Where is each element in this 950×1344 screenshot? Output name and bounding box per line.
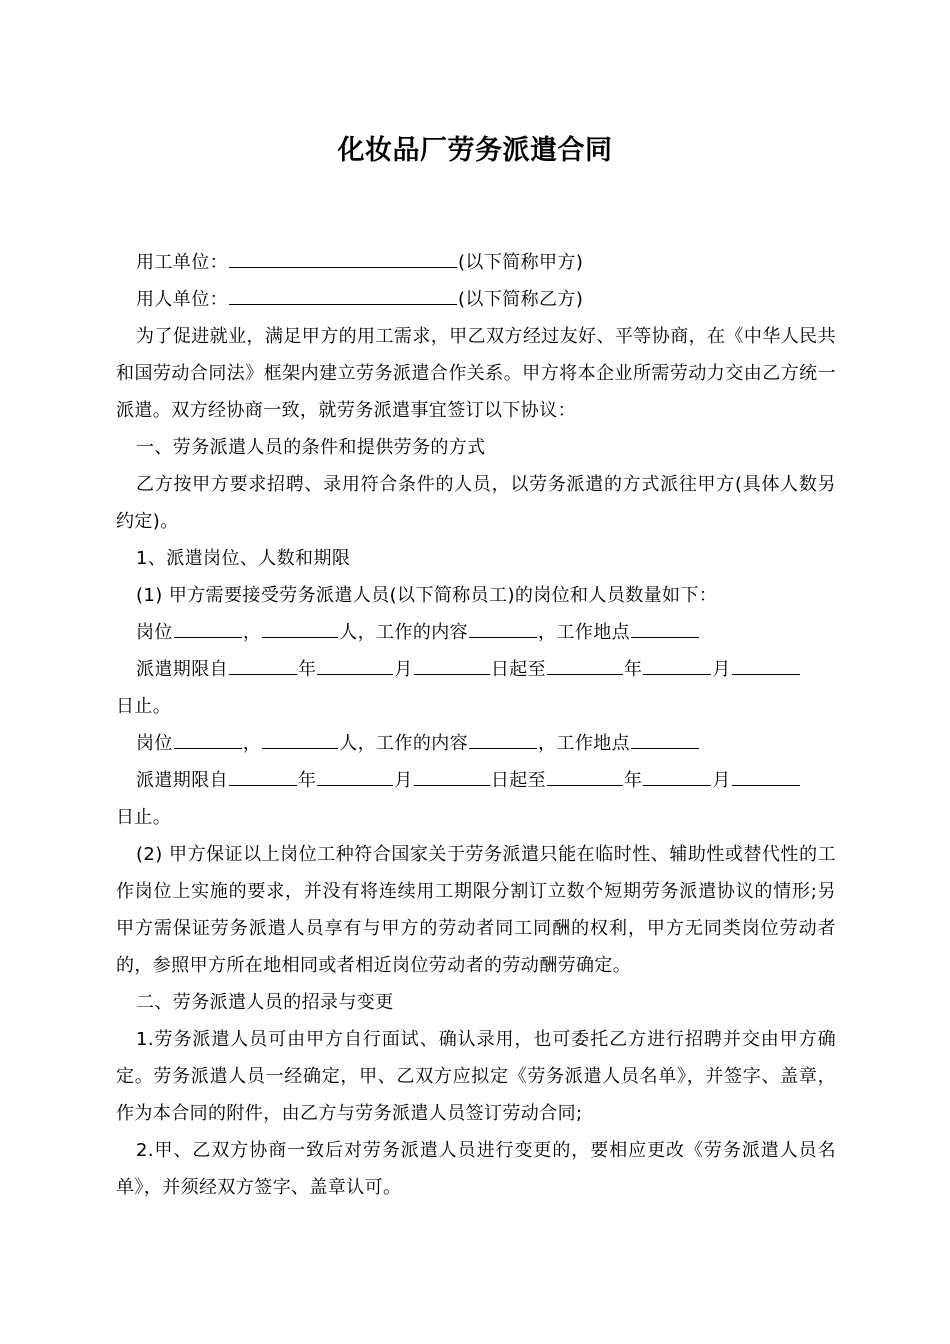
party-b-blank [229,286,457,305]
year-word: 年 [624,770,643,791]
comma: ， [242,622,262,643]
party-b-label: 用人单位： [136,289,228,310]
party-a-line [116,244,836,281]
month-word: 月 [394,659,413,680]
work-place-word: 工作地点 [556,733,631,754]
party-b-suffix: (以下简称乙方) [458,289,584,310]
blank [414,656,490,675]
post-line-2 [116,725,836,762]
section1-heading: 一、劳务派遣人员的条件和提供劳务的方式 [136,437,486,458]
period-from: 派遣期限自 [136,770,228,791]
section2-item1: 1.劳务派遣人员可由甲方自行面试、确认录用，也可委托乙方进行招聘并交由甲方确定。劳务派遣人员一经确定，甲、乙双方应拟定《劳务派遣人员名单》，并签字、盖章，作为本合同的附件，由乙方与劳务派遣人员签订劳动合同; [116,1029,836,1124]
blank [262,730,338,749]
blank [317,656,393,675]
day-to: 日起至 [490,659,547,680]
work-place-word: 工作地点 [556,622,631,643]
period-end-2: 日止。 [116,807,172,828]
post-word: 岗位 [136,622,173,643]
party-a-suffix: (以下简称甲方) [458,252,584,273]
party-b-line [116,281,836,318]
section2-item2: 2.甲、乙双方协商一致后对劳务派遣人员进行变更的，要相应更改《劳务派遣人员名单》，并须经双方签字、盖章认可。 [116,1140,836,1198]
blank [229,656,297,675]
document-body [116,244,836,1206]
blank [317,767,393,786]
people-word: 人，工作的内容 [339,622,469,643]
month-word: 月 [712,770,731,791]
item1-sub1: (1) 甲方需要接受劳务派遣人员(以下简称员工)的岗位和人员数量如下： [136,585,718,606]
blank [547,656,623,675]
blank [262,619,338,638]
blank [469,619,537,638]
post-word: 岗位 [136,733,173,754]
year-word: 年 [298,770,317,791]
item1-heading: 1、派遣岗位、人数和期限 [136,548,351,569]
blank [414,767,490,786]
period-line-2 [116,762,836,799]
comma: ， [538,733,557,754]
period-from: 派遣期限自 [136,659,228,680]
section1-text: 乙方按甲方要求招聘、录用符合条件的人员，以劳务派遣的方式派往甲方(具体人数另约定)。 [116,474,836,532]
post-line-1 [116,614,836,651]
blank [174,730,242,749]
document-title: 化妆品厂劳务派遣合同 [337,135,613,166]
month-word: 月 [394,770,413,791]
blank [469,730,537,749]
comma: ， [538,622,557,643]
intro-paragraph: 为了促进就业，满足甲方的用工需求，甲乙双方经过友好、平等协商，在《中华人民共和国劳动合同法》框架内建立劳务派遣合作关系。甲方将本企业所需劳动力交由乙方统一派遣。双方经协商一致，就劳务派遣事宜签订以下协议： [116,326,836,421]
party-a-blank [229,249,457,268]
year-word: 年 [624,659,643,680]
blank [174,619,242,638]
blank [547,767,623,786]
blank [229,767,297,786]
section2-heading: 二、劳务派遣人员的招录与变更 [136,992,394,1013]
blank [631,730,699,749]
period-end-1: 日止。 [116,696,172,717]
period-line-1 [116,651,836,688]
item1-sub2: (2) 甲方保证以上岗位工种符合国家关于劳务派遣只能在临时性、辅助性或替代性的工作岗位上实施的要求，并没有将连续用工期限分割订立数个短期劳务派遣协议的情形;另甲方需保证劳务派遣人员享有与甲方的劳动者同工同酬的权利，甲方无同类岗位劳动者的，参照甲方所在地相同或者相近岗位劳动者的劳动酬劳确定。 [116,844,836,976]
month-word: 月 [712,659,731,680]
blank [643,656,711,675]
comma: ， [242,733,262,754]
year-word: 年 [298,659,317,680]
blank [732,767,800,786]
blank [643,767,711,786]
blank [732,656,800,675]
blank [631,619,699,638]
people-word: 人，工作的内容 [339,733,469,754]
party-a-label: 用工单位： [136,252,228,273]
day-to: 日起至 [490,770,547,791]
